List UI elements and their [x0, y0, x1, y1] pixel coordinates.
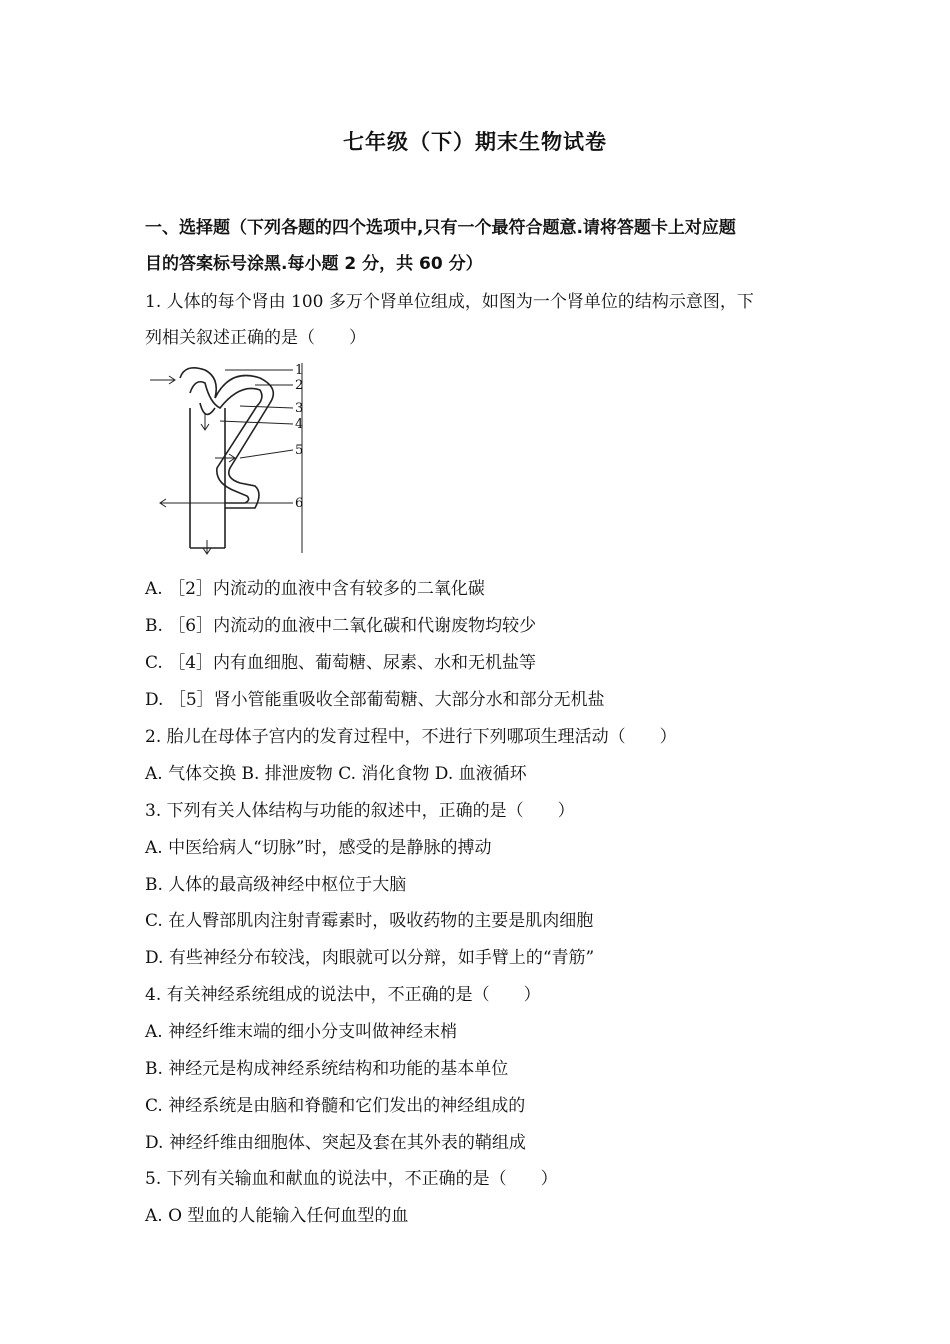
- glomerulus: [200, 403, 215, 414]
- q4-option-d: D. 神经纤维由细胞体、突起及套在其外表的鞘组成: [145, 1133, 526, 1153]
- q4-option-c: C. 神经系统是由脑和脊髓和它们发出的神经组成的: [145, 1096, 526, 1116]
- question-1-stem-line2: 列相关叙述正确的是（ ）: [145, 328, 366, 348]
- question-3-stem: 3. 下列有关人体结构与功能的叙述中，正确的是（ ）: [145, 801, 575, 821]
- collecting-duct: [190, 408, 225, 548]
- label-2: 2: [295, 378, 304, 393]
- nephron-diagram: [145, 358, 310, 558]
- q3-option-c: C. 在人臀部肌肉注射青霉素时，吸收药物的主要是肌肉细胞: [145, 911, 594, 931]
- label-6: 6: [295, 496, 304, 511]
- question-4-stem: 4. 有关神经系统组成的说法中，不正确的是（ ）: [145, 985, 541, 1005]
- q4-option-a: A. 神经纤维末端的细小分支叫做神经末梢: [145, 1022, 458, 1042]
- q1-option-d: D. ［5］肾小管能重吸收全部葡萄糖、大部分水和部分无机盐: [145, 690, 605, 710]
- q1-option-b: B. ［6］内流动的血液中二氧化碳和代谢废物均较少: [145, 616, 537, 636]
- section-heading: [145, 210, 810, 282]
- q3-option-a: A. 中医给病人“切脉”时，感受的是静脉的搏动: [145, 838, 492, 858]
- question-2-stem: 2. 胎儿在母体子宫内的发育过程中，不进行下列哪项生理活动（ ）: [145, 727, 677, 747]
- question-5-stem: 5. 下列有关输血和献血的说法中，不正确的是（ ）: [145, 1169, 558, 1189]
- question-1-stem-line1: 1. 人体的每个肾由 100 多万个肾单位组成，如图为一个肾单位的结构示意图，下: [145, 292, 754, 312]
- q1-option-a: A. ［2］内流动的血液中含有较多的二氧化碳: [145, 579, 485, 599]
- q3-option-d: D. 有些神经分布较浅，肉眼就可以分辩，如手臂上的“青筋”: [145, 948, 595, 968]
- label-1: 1: [295, 363, 304, 378]
- section-heading-line1: 一、选择题（下列各题的四个选项中,只有一个最符合题意.请将答题卡上对应题: [145, 218, 736, 238]
- down-arrow-upper: [201, 413, 209, 430]
- label-5: 5: [295, 443, 304, 458]
- question-1-stem: [145, 284, 810, 356]
- q1-option-c: C. ［4］内有血细胞、葡萄糖、尿素、水和无机盐等: [145, 653, 537, 673]
- q3-option-b: B. 人体的最高级神经中枢位于大脑: [145, 875, 407, 895]
- urine-arrow: [203, 540, 211, 554]
- label-leaders: [220, 370, 293, 503]
- label-4: 4: [295, 417, 304, 432]
- q4-option-b: B. 神经元是构成神经系统结构和功能的基本单位: [145, 1059, 509, 1079]
- inflow-arrow: [150, 376, 175, 384]
- section-heading-line2: 目的答案标号涂黑.每小题 2 分，共 60 分）: [145, 254, 483, 274]
- q5-option-a: A. O 型血的人能输入任何血型的血: [145, 1206, 409, 1226]
- q2-options: A. 气体交换 B. 排泄废物 C. 消化食物 D. 血液循环: [145, 764, 527, 784]
- outflow-arrow: [160, 499, 230, 507]
- nephron-diagram-svg: [145, 358, 310, 558]
- page-title: 七年级（下）期末生物试卷: [343, 130, 607, 154]
- label-3: 3: [295, 401, 304, 416]
